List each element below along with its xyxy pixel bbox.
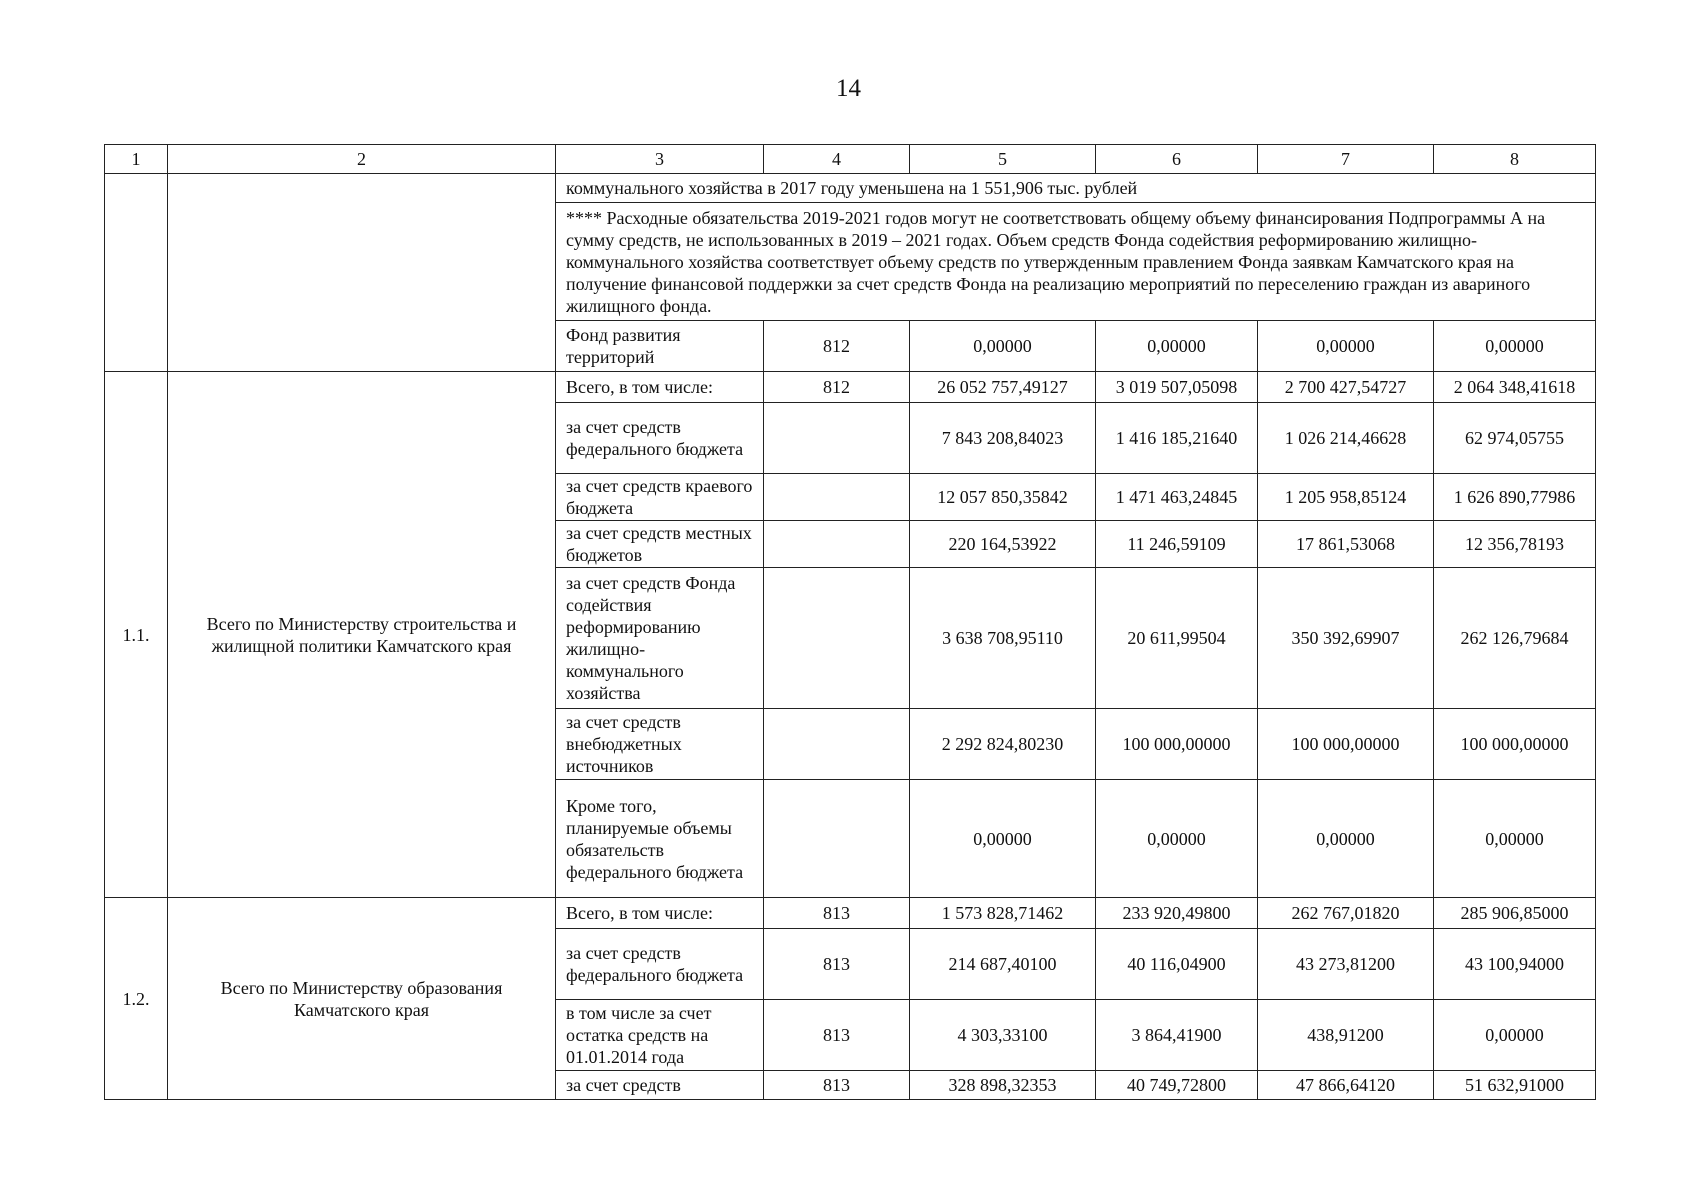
value-cell: 1 573 828,71462 <box>910 898 1096 929</box>
funding-source: в том числе за счет остатка средств на 01.01.2014 года <box>556 1000 764 1071</box>
footnote: **** Расходные обязательства 2019-2021 годов могут не соответствовать общему объему финансирования Подпрограммы А на сумму средств, не использованных в 2019 – 2021 годах. Объем средств Фонда содействия реформированию жилищно-коммунального хозяйства соответствует объему средств по утвержденным правлением Фонда заявкам Камчатского края на получение финансовой поддержки за счет средств Фонда на реализацию мероприятий по переселению граждан из авариного жилищного фонда. <box>556 203 1596 321</box>
budget-code <box>764 780 910 898</box>
value-cell: 0,00000 <box>1258 780 1434 898</box>
funding-source: за счет средств федерального бюджета <box>556 403 764 474</box>
budget-table <box>104 144 1596 1100</box>
budget-code: 812 <box>764 321 910 372</box>
funding-source: Всего, в том числе: <box>556 372 764 403</box>
value-cell: 47 866,64120 <box>1258 1071 1434 1100</box>
funding-source: за счет средств <box>556 1071 764 1100</box>
value-cell: 20 611,99504 <box>1096 568 1258 709</box>
value-cell: 0,00000 <box>910 780 1096 898</box>
value-cell: 1 205 958,85124 <box>1258 474 1434 521</box>
section-number: 1.1. <box>105 372 168 898</box>
column-header: 5 <box>910 145 1096 174</box>
value-cell: 285 906,85000 <box>1434 898 1596 929</box>
value-cell: 262 767,01820 <box>1258 898 1434 929</box>
value-cell: 3 638 708,95110 <box>910 568 1096 709</box>
column-header: 4 <box>764 145 910 174</box>
table-row <box>105 174 1596 203</box>
value-cell: 350 392,69907 <box>1258 568 1434 709</box>
budget-code <box>764 474 910 521</box>
table-row <box>105 372 1596 403</box>
value-cell: 262 126,79684 <box>1434 568 1596 709</box>
value-cell: 0,00000 <box>1434 780 1596 898</box>
funding-source: за счет средств внебюджетных источников <box>556 709 764 780</box>
budget-code <box>764 709 910 780</box>
value-cell: 40 116,04900 <box>1096 929 1258 1000</box>
value-cell: 100 000,00000 <box>1258 709 1434 780</box>
budget-code: 813 <box>764 1000 910 1071</box>
value-cell: 11 246,59109 <box>1096 521 1258 568</box>
value-cell: 100 000,00000 <box>1096 709 1258 780</box>
funding-source: за счет средств местных бюджетов <box>556 521 764 568</box>
budget-code: 813 <box>764 898 910 929</box>
value-cell: 0,00000 <box>1434 321 1596 372</box>
value-cell: 0,00000 <box>910 321 1096 372</box>
funding-source: Всего, в том числе: <box>556 898 764 929</box>
value-cell: 1 471 463,24845 <box>1096 474 1258 521</box>
empty-cell <box>105 174 168 372</box>
value-cell: 17 861,53068 <box>1258 521 1434 568</box>
funding-source: за счет средств федерального бюджета <box>556 929 764 1000</box>
column-header: 7 <box>1258 145 1434 174</box>
value-cell: 328 898,32353 <box>910 1071 1096 1100</box>
budget-code: 813 <box>764 1071 910 1100</box>
value-cell: 51 632,91000 <box>1434 1071 1596 1100</box>
value-cell: 1 416 185,21640 <box>1096 403 1258 474</box>
value-cell: 100 000,00000 <box>1434 709 1596 780</box>
budget-code <box>764 521 910 568</box>
value-cell: 0,00000 <box>1096 321 1258 372</box>
value-cell: 3 019 507,05098 <box>1096 372 1258 403</box>
column-header: 8 <box>1434 145 1596 174</box>
value-cell: 0,00000 <box>1258 321 1434 372</box>
value-cell: 214 687,40100 <box>910 929 1096 1000</box>
value-cell: 40 749,72800 <box>1096 1071 1258 1100</box>
funding-source: за счет средств Фонда содействия реформированию жилищно-коммунального хозяйства <box>556 568 764 709</box>
footnote-continuation: коммунального хозяйства в 2017 году уменьшена на 1 551,906 тыс. рублей <box>556 174 1596 203</box>
value-cell: 12 057 850,35842 <box>910 474 1096 521</box>
value-cell: 43 273,81200 <box>1258 929 1434 1000</box>
value-cell: 3 864,41900 <box>1096 1000 1258 1071</box>
value-cell: 0,00000 <box>1434 1000 1596 1071</box>
value-cell: 233 920,49800 <box>1096 898 1258 929</box>
budget-code: 813 <box>764 929 910 1000</box>
page-number: 14 <box>836 75 861 102</box>
section-number: 1.2. <box>105 898 168 1100</box>
value-cell: 26 052 757,49127 <box>910 372 1096 403</box>
value-cell: 2 064 348,41618 <box>1434 372 1596 403</box>
value-cell: 438,91200 <box>1258 1000 1434 1071</box>
section-owner: Всего по Министерству строительства и жилищной политики Камчатского края <box>168 372 556 898</box>
value-cell: 4 303,33100 <box>910 1000 1096 1071</box>
funding-source: Фонд развития территорий <box>556 321 764 372</box>
funding-source: за счет средств краевого бюджета <box>556 474 764 521</box>
value-cell: 7 843 208,84023 <box>910 403 1096 474</box>
value-cell: 2 700 427,54727 <box>1258 372 1434 403</box>
value-cell: 62 974,05755 <box>1434 403 1596 474</box>
value-cell: 0,00000 <box>1096 780 1258 898</box>
column-header: 3 <box>556 145 764 174</box>
empty-cell <box>168 174 556 372</box>
budget-code: 812 <box>764 372 910 403</box>
funding-source: Кроме того, планируемые объемы обязательств федерального бюджета <box>556 780 764 898</box>
table-row <box>105 898 1596 929</box>
value-cell: 1 626 890,77986 <box>1434 474 1596 521</box>
column-header: 6 <box>1096 145 1258 174</box>
value-cell: 1 026 214,46628 <box>1258 403 1434 474</box>
budget-code <box>764 403 910 474</box>
value-cell: 220 164,53922 <box>910 521 1096 568</box>
column-header: 1 <box>105 145 168 174</box>
budget-code <box>764 568 910 709</box>
value-cell: 2 292 824,80230 <box>910 709 1096 780</box>
column-number-header <box>105 145 1596 174</box>
column-header: 2 <box>168 145 556 174</box>
value-cell: 12 356,78193 <box>1434 521 1596 568</box>
value-cell: 43 100,94000 <box>1434 929 1596 1000</box>
section-owner: Всего по Министерству образования Камчатского края <box>168 898 556 1100</box>
